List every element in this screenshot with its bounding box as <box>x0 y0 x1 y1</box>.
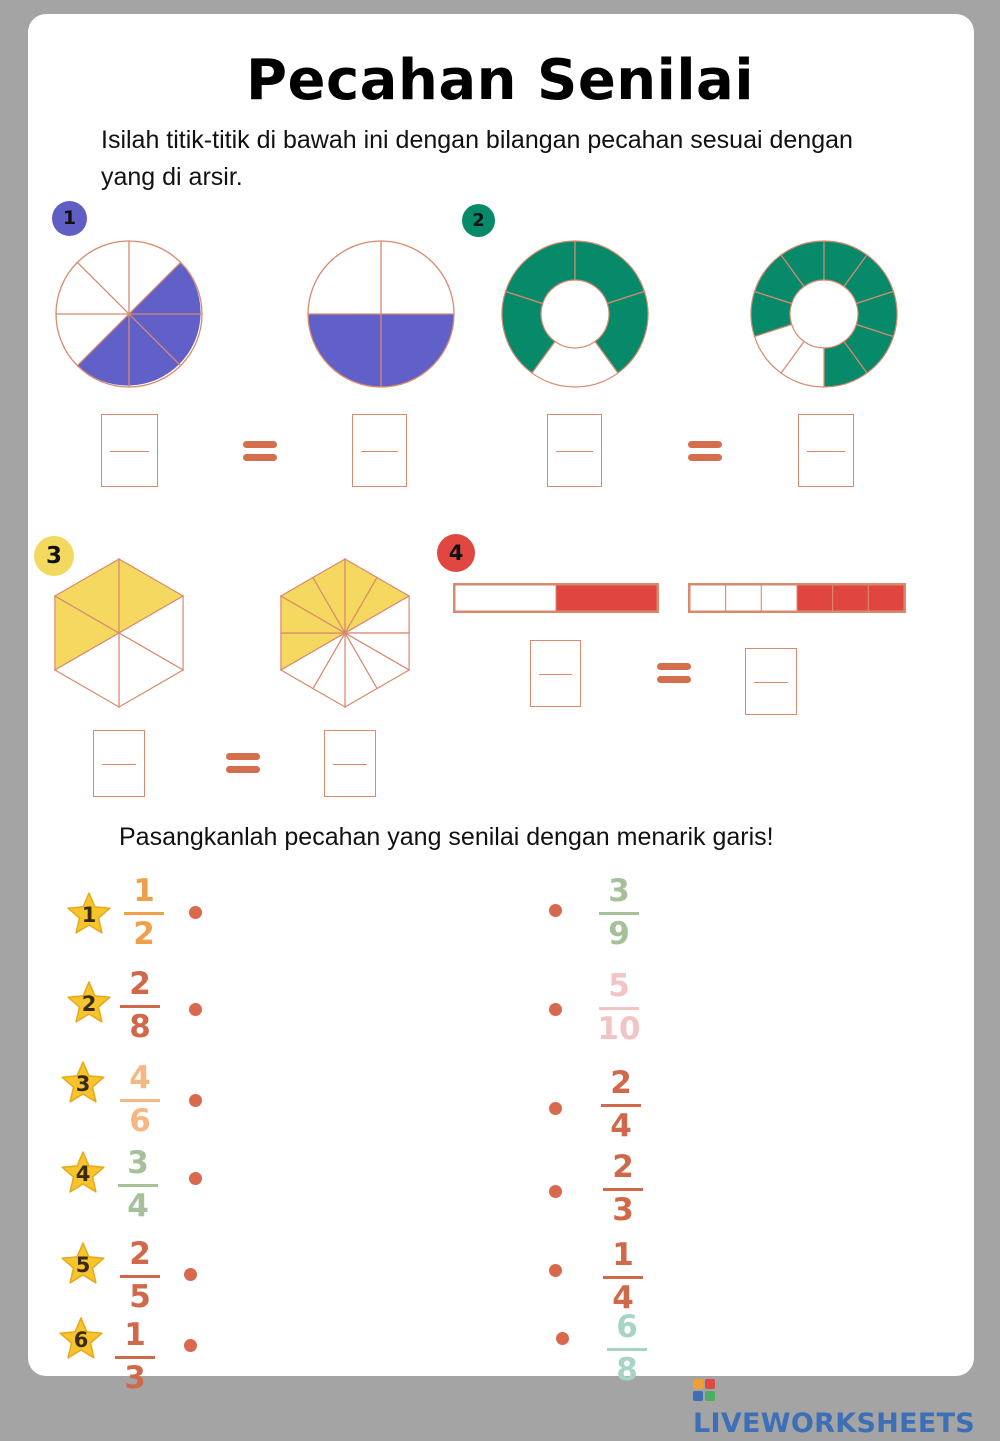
left-fraction-2 <box>116 967 164 1044</box>
star-number-6 <box>58 1316 104 1362</box>
numerator: 3 <box>608 873 630 909</box>
problem-4-badge <box>437 534 475 572</box>
numerator: 1 <box>612 1237 634 1273</box>
liveworksheets-logo <box>693 1373 1000 1439</box>
equals-sign <box>688 441 722 461</box>
left-connect-dot-4[interactable] <box>189 1172 202 1185</box>
problem-2-number: 2 <box>472 210 485 231</box>
page-title: Pecahan Senilai <box>245 48 755 113</box>
right-connect-dot-3[interactable] <box>549 1102 562 1115</box>
problem-1-right-circle <box>306 239 456 389</box>
answer-box-1a[interactable] <box>101 414 158 487</box>
answer-box-3a[interactable] <box>93 730 145 797</box>
answer-box-1b[interactable] <box>352 414 407 487</box>
star-label: 2 <box>81 992 97 1016</box>
bar-section <box>761 585 797 611</box>
numerator: 2 <box>612 1149 634 1185</box>
problem-4-number: 4 <box>448 541 464 565</box>
numerator: 4 <box>129 1060 151 1096</box>
bar-section <box>690 585 726 611</box>
star-label: 6 <box>73 1328 89 1352</box>
right-connect-dot-6[interactable] <box>556 1332 569 1345</box>
equals-sign <box>657 663 691 683</box>
answer-box-3b[interactable] <box>324 730 376 797</box>
left-connect-dot-5[interactable] <box>184 1268 197 1281</box>
bar-section <box>868 585 904 611</box>
denominator: 3 <box>612 1191 634 1228</box>
denominator: 3 <box>124 1359 146 1396</box>
problem-3-number: 3 <box>45 543 62 569</box>
numerator: 3 <box>127 1145 149 1181</box>
right-fraction-5 <box>599 1238 647 1315</box>
answer-box-4a[interactable] <box>530 640 581 707</box>
right-fraction-3 <box>597 1066 645 1143</box>
numerator: 2 <box>129 1236 151 1272</box>
star-number-5 <box>60 1241 106 1287</box>
problem-3-right-hexagon <box>278 557 412 709</box>
numerator: 5 <box>608 968 630 1004</box>
right-fraction-4 <box>599 1150 647 1227</box>
bar-section <box>556 585 657 611</box>
star-label: 4 <box>75 1162 91 1186</box>
denominator: 10 <box>597 1010 641 1047</box>
left-connect-dot-6[interactable] <box>184 1339 197 1352</box>
equals-sign <box>226 753 260 773</box>
numerator: 6 <box>616 1309 638 1345</box>
star-number-1 <box>66 891 112 937</box>
answer-box-2b[interactable] <box>798 414 854 487</box>
answer-box-2a[interactable] <box>547 414 602 487</box>
left-fraction-4 <box>114 1146 162 1223</box>
problem-4-right-bar <box>688 583 906 613</box>
star-label: 3 <box>75 1072 91 1096</box>
right-connect-dot-4[interactable] <box>549 1185 562 1198</box>
numerator: 1 <box>133 873 155 909</box>
problem-3-left-hexagon <box>52 557 186 709</box>
numerator: 1 <box>124 1317 146 1353</box>
numerator: 2 <box>610 1065 632 1101</box>
right-connect-dot-2[interactable] <box>549 1003 562 1016</box>
denominator: 4 <box>612 1279 634 1316</box>
denominator: 2 <box>133 915 155 952</box>
left-fraction-1 <box>120 874 168 951</box>
right-fraction-1 <box>595 874 643 951</box>
right-fraction-6 <box>603 1310 651 1387</box>
left-fraction-3 <box>116 1061 164 1138</box>
fill-instruction: Isilah titik-titik di bawah ini dengan bilangan pecahan sesuai dengan yang di arsir. <box>101 126 853 191</box>
equals-sign <box>243 441 277 461</box>
left-fraction-6 <box>111 1318 159 1395</box>
ring-segment <box>506 241 575 303</box>
star-label: 5 <box>75 1253 91 1277</box>
star-number-3 <box>60 1060 106 1106</box>
bar-section <box>455 585 556 611</box>
bar-section <box>797 585 833 611</box>
ring-segment <box>575 241 644 303</box>
problem-2-left-ring <box>500 239 650 389</box>
problem-1-left-circle <box>54 239 204 389</box>
denominator: 8 <box>129 1008 151 1045</box>
left-fraction-5 <box>116 1237 164 1314</box>
left-connect-dot-3[interactable] <box>189 1094 202 1107</box>
problem-1-number: 1 <box>62 207 77 229</box>
footer-text: LIVEWORKSHEETS <box>693 1408 976 1439</box>
star-number-2 <box>66 980 112 1026</box>
problem-2-badge <box>462 204 495 237</box>
problem-2-right-ring <box>749 239 899 389</box>
denominator: 4 <box>610 1107 632 1144</box>
right-fraction-2 <box>595 969 643 1046</box>
answer-box-4b[interactable] <box>745 648 797 715</box>
problem-4-left-bar <box>453 583 659 613</box>
bar-section <box>726 585 762 611</box>
star-label: 1 <box>81 903 97 927</box>
denominator: 6 <box>129 1102 151 1139</box>
denominator: 9 <box>608 915 630 952</box>
star-number-4 <box>60 1150 106 1196</box>
bar-section <box>833 585 869 611</box>
denominator: 4 <box>127 1187 149 1224</box>
denominator: 8 <box>616 1351 638 1388</box>
liveworksheets-icon <box>693 1379 715 1401</box>
right-connect-dot-1[interactable] <box>549 904 562 917</box>
numerator: 2 <box>129 966 151 1002</box>
left-connect-dot-2[interactable] <box>189 1003 202 1016</box>
matching-instruction: Pasangkanlah pecahan yang senilai dengan menarik garis! <box>119 823 774 851</box>
problem-1-badge <box>52 201 87 236</box>
right-connect-dot-5[interactable] <box>549 1264 562 1277</box>
left-connect-dot-1[interactable] <box>189 906 202 919</box>
denominator: 5 <box>129 1278 151 1315</box>
